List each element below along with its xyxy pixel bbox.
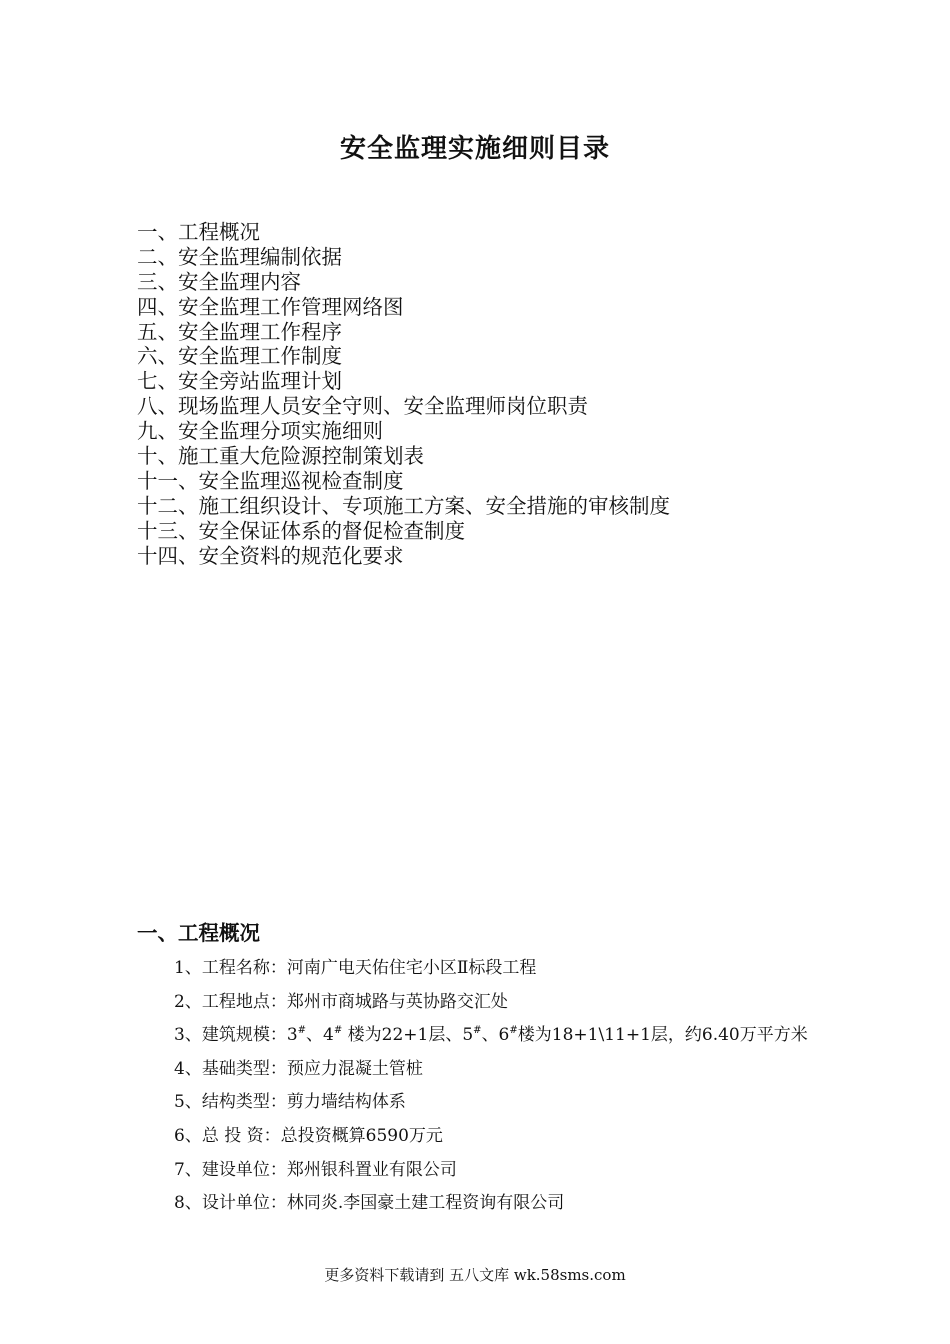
toc-item: 五、安全监理工作程序: [137, 319, 342, 344]
footer-download-notice: 更多资料下载请到 五八文库 wk.58sms.com: [324, 1266, 626, 1284]
page-title: 安全监理实施细则目录: [339, 134, 610, 164]
overview-item-foundation: 4、基础类型：预应力混凝土管桩: [174, 1058, 423, 1079]
overview-item-project-name: 1、工程名称：河南广电天佑住宅小区Ⅱ标段工程: [174, 958, 537, 978]
scale-text-part: 、6: [481, 1025, 510, 1046]
scale-text-part: 楼为22+1层、5: [342, 1025, 474, 1046]
scale-text-part: 、4: [306, 1025, 334, 1046]
scale-text-part: 楼为18+1\11+1层，约6.40万平方米: [517, 1025, 808, 1046]
toc-item: 七、安全旁站监理计划: [137, 369, 342, 394]
overview-item-location: 2、工程地点：郑州市商城路与英协路交汇处: [174, 991, 508, 1012]
overview-item-developer: 7、建设单位：郑州银科置业有限公司: [174, 1159, 457, 1180]
toc-item: 十一、安全监理巡视检查制度: [137, 468, 404, 493]
project-overview-list: [174, 952, 808, 1221]
toc-item: 六、安全监理工作制度: [137, 344, 342, 369]
overview-item-designer: 8、设计单位：林同炎.李国豪土建工程资询有限公司: [174, 1193, 565, 1214]
table-of-contents: [137, 220, 670, 568]
building-number-mark: #: [473, 1025, 482, 1037]
overview-item-scale: [174, 1019, 808, 1053]
toc-item: 三、安全监理内容: [137, 269, 301, 294]
toc-item: 十三、安全保证体系的督促检查制度: [137, 518, 465, 543]
building-number-mark: #: [509, 1025, 518, 1037]
toc-item: 十二、施工组织设计、专项施工方案、安全措施的审核制度: [137, 493, 670, 518]
toc-item: 二、安全监理编制依据: [137, 244, 342, 269]
toc-item: 八、现场监理人员安全守则、安全监理师岗位职责: [137, 394, 588, 419]
toc-item: 一、工程概况: [137, 220, 260, 244]
scale-text-part: 3、建筑规模：3: [174, 1025, 298, 1046]
toc-item: 十四、安全资料的规范化要求: [137, 543, 404, 568]
toc-item: 十、施工重大危险源控制策划表: [137, 444, 424, 469]
overview-item-structure: 5、结构类型：剪力墙结构体系: [174, 1092, 406, 1113]
overview-item-investment: 6、总 投 资：总投资概算6590万元: [174, 1125, 443, 1146]
building-number-mark: #: [333, 1025, 343, 1037]
building-number-mark: #: [297, 1025, 307, 1037]
toc-item: 四、安全监理工作管理网络图: [137, 294, 404, 319]
toc-item: 九、安全监理分项实施细则: [137, 419, 383, 444]
section-heading-overview: 一、工程概况: [137, 921, 260, 945]
